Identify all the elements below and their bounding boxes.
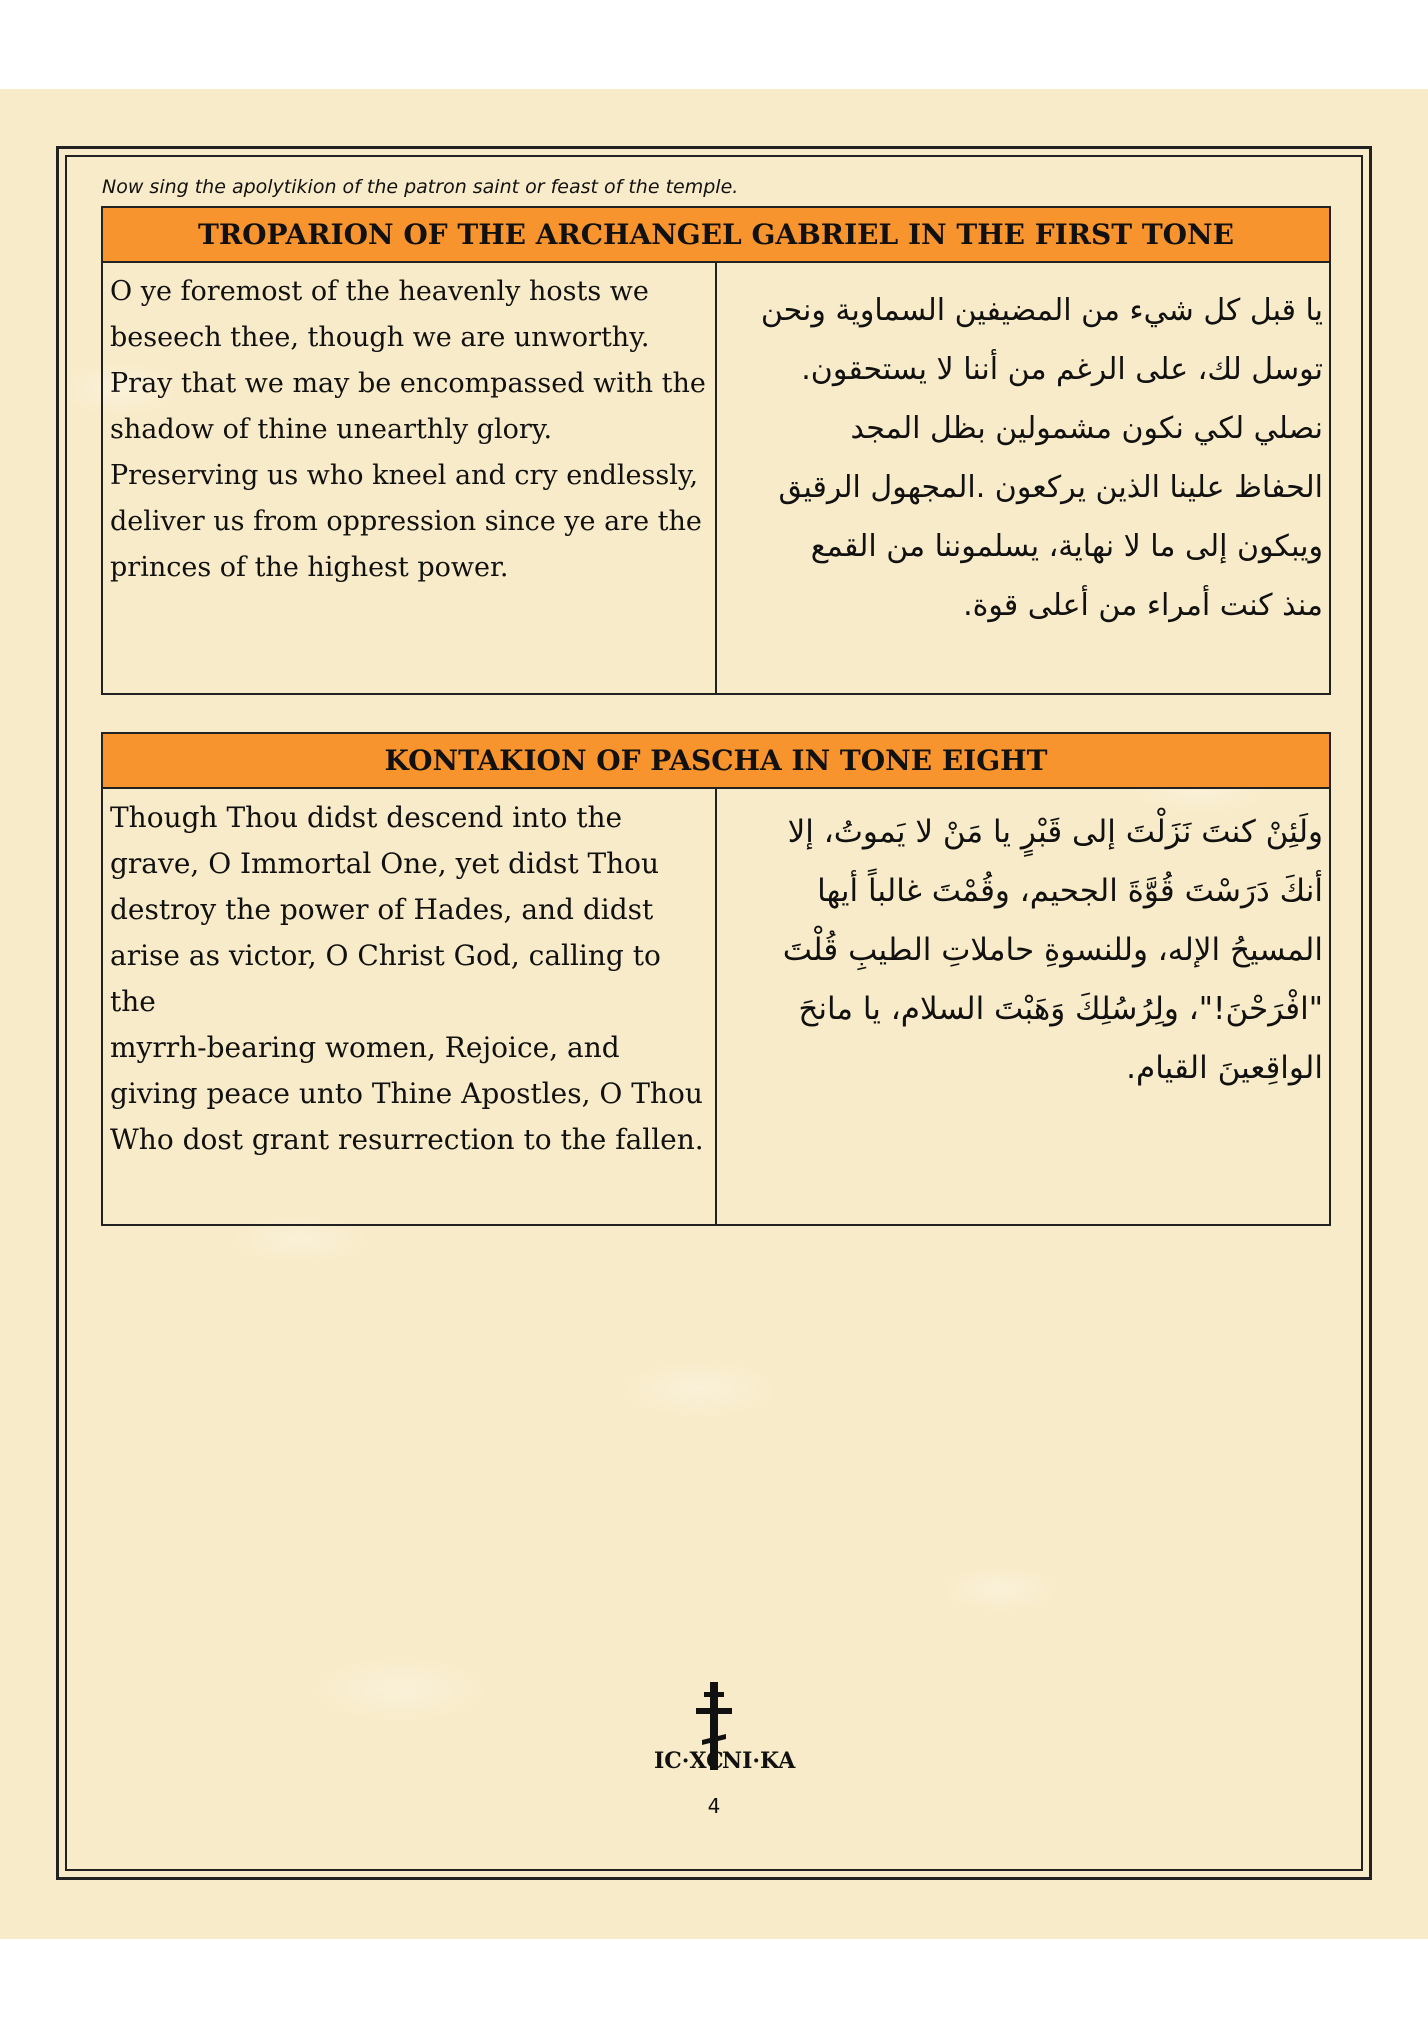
arabic-line: أنكَ دَرَسْتَ قُوَّةَ الجحيم، وقُمْتَ غالباً أيها (817, 873, 1323, 909)
kontakion-english-text: Though Thou didst descend into the grave, O Immortal One, yet didst Thou destroy the power of Hades, and didst arise as victor, O Christ God, calling to the myrrh-bearing women, Rejoice, and giving peace unto Thine Apostles, O Thou Who dost grant resurrection to the fallen. (103, 789, 717, 1224)
arabic-line: يا قبل كل شيء من المضيفين السماوية ونحن (760, 293, 1323, 328)
kontakion-body (101, 789, 1331, 1226)
kontakion-arabic-text (717, 789, 1329, 1224)
logo-text-right: NI·KA (722, 1748, 796, 1774)
troparion-title: TROPARION OF THE ARCHANGEL GABRIEL IN THE FIRST TONE (101, 206, 1331, 263)
page-number: 4 (707, 1794, 721, 1818)
arabic-line: ولَئِنْ كنتَ نَزَلْتَ إلى قَبْرٍ يا مَنْ لا يَموتُ، إلا (787, 814, 1323, 850)
troparion-body (101, 263, 1331, 695)
logo-text-left: IC·XC (654, 1748, 724, 1774)
troparion-section (101, 206, 1331, 695)
arabic-line: المسيحُ الإله، وللنسوةِ حاملاتِ الطيبِ قُلْتَ (782, 932, 1323, 968)
arabic-line: منذ كنت أمراء من أعلى قوة. (963, 588, 1323, 623)
arabic-line: توسل لك، على الرغم من أننا لا يستحقون. (801, 352, 1323, 387)
troparion-arabic-text (717, 263, 1329, 693)
kontakion-title: KONTAKION OF PASCHA IN TONE EIGHT (101, 732, 1331, 789)
troparion-english-text: O ye foremost of the heavenly hosts we beseech thee, though we are unworthy. Pray that we may be encompassed with the shadow of thine unearthly glory. Preserving us who kneel and cry endlessly, deliver us from oppression since ye are the princes of the highest power. (103, 263, 717, 693)
rubric-instruction: Now sing the apolytikion of the patron saint or feast of the temple. (102, 176, 739, 198)
arabic-line: الحفاظ علينا الذين يركعون .المجهول الرقيق (778, 470, 1323, 505)
arabic-line: ويبكون إلى ما لا نهاية، يسلموننا من القمع (810, 529, 1323, 564)
kontakion-section (101, 732, 1331, 1226)
orthodox-cross-icon (652, 1680, 796, 1780)
arabic-line: الواقِعينَ القيام. (1126, 1050, 1323, 1086)
arabic-line: "افْرَحْنَ!"، ولِرُسُلِكَ وَهَبْتَ السلام، يا مانحَ (798, 991, 1323, 1027)
arabic-line: نصلي لكي نكون مشمولين بظل المجد (850, 411, 1323, 446)
